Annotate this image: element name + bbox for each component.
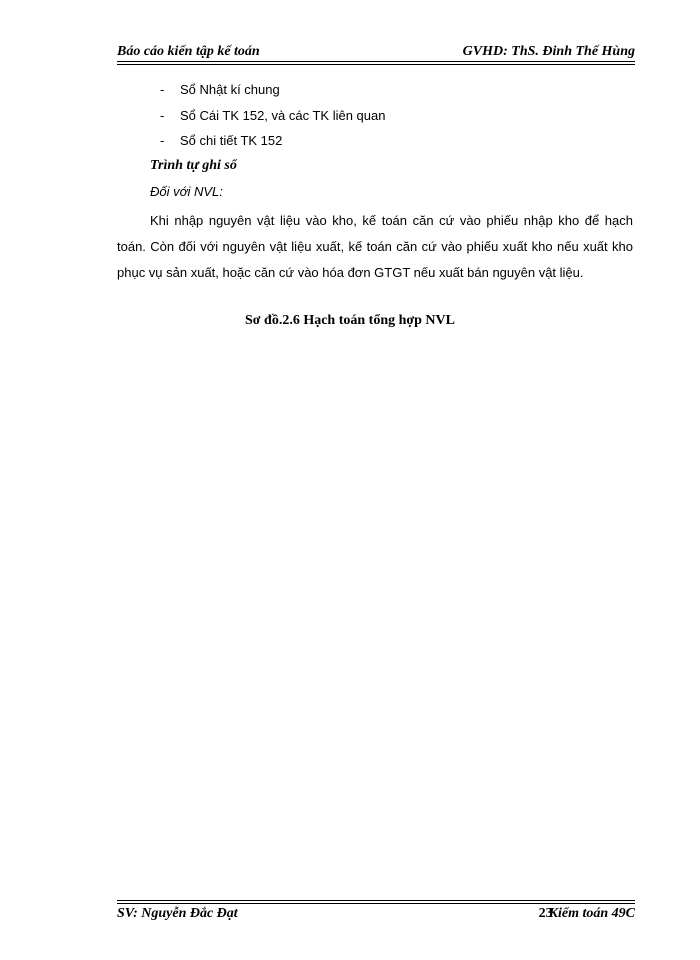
section-subsubheading: Đối với NVL: <box>150 184 223 199</box>
diagram-caption: Sơ đồ.2.6 Hạch toán tổng hợp NVL <box>245 313 455 328</box>
header-rule-thin <box>117 61 635 62</box>
header-rule <box>117 64 635 65</box>
list-item <box>160 82 280 97</box>
list-item <box>160 133 282 148</box>
bullet-dash: - <box>160 133 165 148</box>
bullet-dash: - <box>160 108 165 123</box>
body-paragraph: Khi nhập nguyên vật liệu vào kho, kế toán căn cứ vào phiếu nhập kho để hạch toán. Còn đối với nguyên vật liệu xuất, kế toán căn cứ vào phiếu xuất kho nếu xuất kho phục vụ sản xuất, hoặc căn cứ vào hóa đơn GTGT nếu xuất bán nguyên vật liệu. <box>117 213 633 280</box>
header-report-title: Báo cáo kiến tập kế toán <box>117 44 260 59</box>
list-item-text: Sổ Cái TK 152, và các TK liên quan <box>180 108 386 123</box>
footer-class-label: Kiểm toán 49C <box>548 906 635 921</box>
page-number: 23 <box>538 906 553 921</box>
footer-rule-thin <box>117 903 635 904</box>
list-item-text: Sổ chi tiết TK 152 <box>180 133 283 148</box>
list-item-text: Sổ Nhật kí chung <box>180 82 280 97</box>
header-supervisor: GVHD: ThS. Đinh Thế Hùng <box>462 44 635 59</box>
list-item <box>160 108 385 123</box>
section-subheading: Trình tự ghi sổ <box>150 158 237 173</box>
footer-class <box>539 906 635 922</box>
footer-rule <box>117 900 635 901</box>
bullet-dash: - <box>160 82 165 97</box>
page-footer <box>117 906 635 928</box>
footer-student-name: SV: Nguyễn Đắc Đạt <box>117 906 238 921</box>
page-header <box>117 40 635 62</box>
